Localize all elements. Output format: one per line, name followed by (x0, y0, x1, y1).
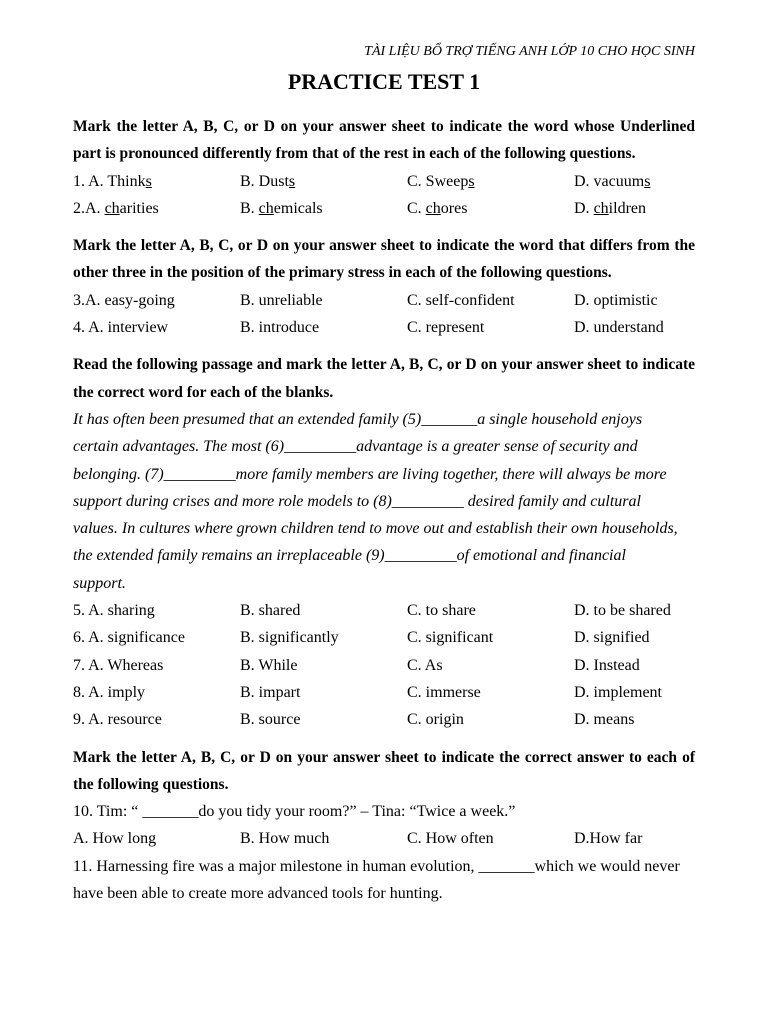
question-11-text: 11. Harnessing fire was a major milestone in human evolution, _______which we would never (73, 857, 680, 875)
option-9b: B. source (240, 711, 301, 729)
question-6 (73, 624, 695, 651)
option-1d: D. vacuums (574, 172, 651, 190)
option-7d: D. Instead (574, 656, 640, 674)
passage-line: values. In cultures where grown children tend to move out and establish their own households, (73, 520, 678, 538)
option-10d: D.How far (574, 830, 643, 848)
option-9d: D. means (574, 711, 635, 729)
option-1c: C. Sweeps (407, 172, 475, 190)
option-10c: C. How often (407, 830, 494, 848)
passage-line: the extended family remains an irreplaceable (9)_________of emotional and financial (73, 547, 626, 565)
option-5d: D. to be shared (574, 602, 671, 620)
question-10 (73, 825, 695, 852)
passage-line: support during crises and more role models to (8)_________ desired family and cultural (73, 492, 641, 510)
passage-line: belonging. (7)_________more family members are living together, there will always be more (73, 465, 667, 483)
option-5b: B. shared (240, 602, 301, 620)
option-6c: C. significant (407, 629, 494, 647)
question-5 (73, 597, 695, 624)
option-7b: B. While (240, 656, 298, 674)
option-4c: C. represent (407, 319, 485, 337)
option-8a: 8. A. imply (73, 683, 146, 701)
option-7a: 7. A. Whereas (73, 656, 164, 674)
option-3b: B. unreliable (240, 291, 323, 309)
question-2 (73, 195, 695, 222)
question-11-text-continued: have been able to create more advanced tools for hunting. (73, 885, 443, 903)
option-7c: C. As (407, 656, 443, 674)
page-title: PRACTICE TEST 1 (287, 69, 481, 94)
section1-instruction: Mark the letter A, B, C, or D on your answer sheet to indicate the word whose Underlined part is pronounced differently from that of the rest in each of the following questions. (73, 118, 695, 163)
section3-instruction: Read the following passage and mark the letter A, B, C, or D on your answer sheet to indicate the correct word for each of the blanks. (73, 356, 695, 401)
question-9 (73, 706, 695, 733)
option-4b: B. introduce (240, 319, 320, 337)
option-4a: 4. A. interview (73, 319, 169, 337)
option-2b: B. chemicals (240, 199, 323, 217)
passage-line: support. (73, 574, 126, 592)
option-2c: C. chores (407, 199, 468, 217)
option-3d: D. optimistic (574, 291, 658, 309)
reading-passage (73, 406, 695, 597)
question-4 (73, 314, 695, 341)
option-8d: D. implement (574, 683, 662, 701)
passage-line: It has often been presumed that an extended family (5)_______a single household enjoys (73, 410, 643, 428)
option-9c: C. origin (407, 711, 464, 729)
option-6a: 6. A. significance (73, 629, 185, 647)
option-3c: C. self-confident (407, 291, 515, 309)
option-10b: B. How much (240, 830, 330, 848)
option-5a: 5. A. sharing (73, 602, 155, 620)
document-page (73, 38, 695, 907)
option-2d: D. children (574, 199, 646, 217)
passage-line: certain advantages. The most (6)_________advantage is a greater sense of security and (73, 438, 638, 456)
option-2a: 2.A. charities (73, 199, 159, 217)
option-6d: D. signified (574, 629, 650, 647)
question-10-text: 10. Tim: “ _______do you tidy your room?” – Tina: “Twice a week.” (73, 803, 516, 821)
option-4d: D. understand (574, 319, 664, 337)
section2-instruction: Mark the letter A, B, C, or D on your answer sheet to indicate the word that differs from the other three in the position of the primary stress in each of the following questions. (73, 237, 695, 282)
option-8c: C. immerse (407, 683, 481, 701)
option-5c: C. to share (407, 602, 476, 620)
option-9a: 9. A. resource (73, 711, 162, 729)
section4-instruction: Mark the letter A, B, C, or D on your answer sheet to indicate the correct answer to each of the following questions. (73, 748, 695, 793)
option-10a: A. How long (73, 830, 157, 848)
question-8 (73, 679, 695, 706)
option-1a: 1. A. Thinks (73, 172, 152, 190)
document-header: TÀI LIỆU BỔ TRỢ TIẾNG ANH LỚP 10 CHO HỌC SINH (364, 44, 695, 59)
option-3a: 3.A. easy-going (73, 291, 175, 309)
option-6b: B. significantly (240, 629, 339, 647)
question-1 (73, 168, 695, 195)
option-1b: B. Dusts (240, 172, 296, 190)
question-7 (73, 652, 695, 679)
option-8b: B. impart (240, 683, 301, 701)
question-3 (73, 287, 695, 314)
